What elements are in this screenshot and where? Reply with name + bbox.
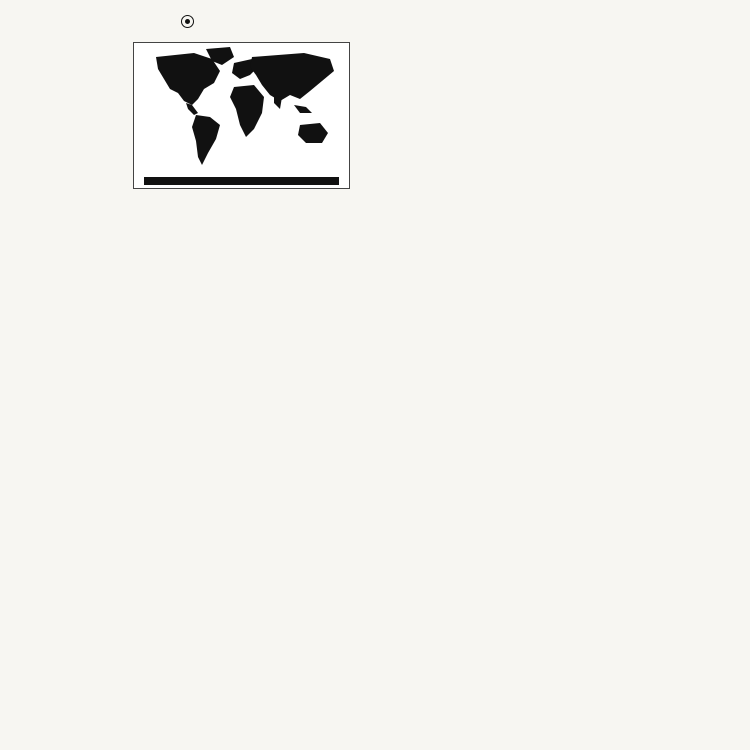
world-map-svg bbox=[134, 43, 349, 188]
mercator-figure bbox=[133, 42, 348, 189]
right-column bbox=[342, 40, 638, 740]
mercator-map bbox=[133, 42, 350, 189]
continents bbox=[144, 47, 339, 185]
bullet-icon bbox=[181, 15, 194, 28]
page-header bbox=[117, 14, 632, 36]
